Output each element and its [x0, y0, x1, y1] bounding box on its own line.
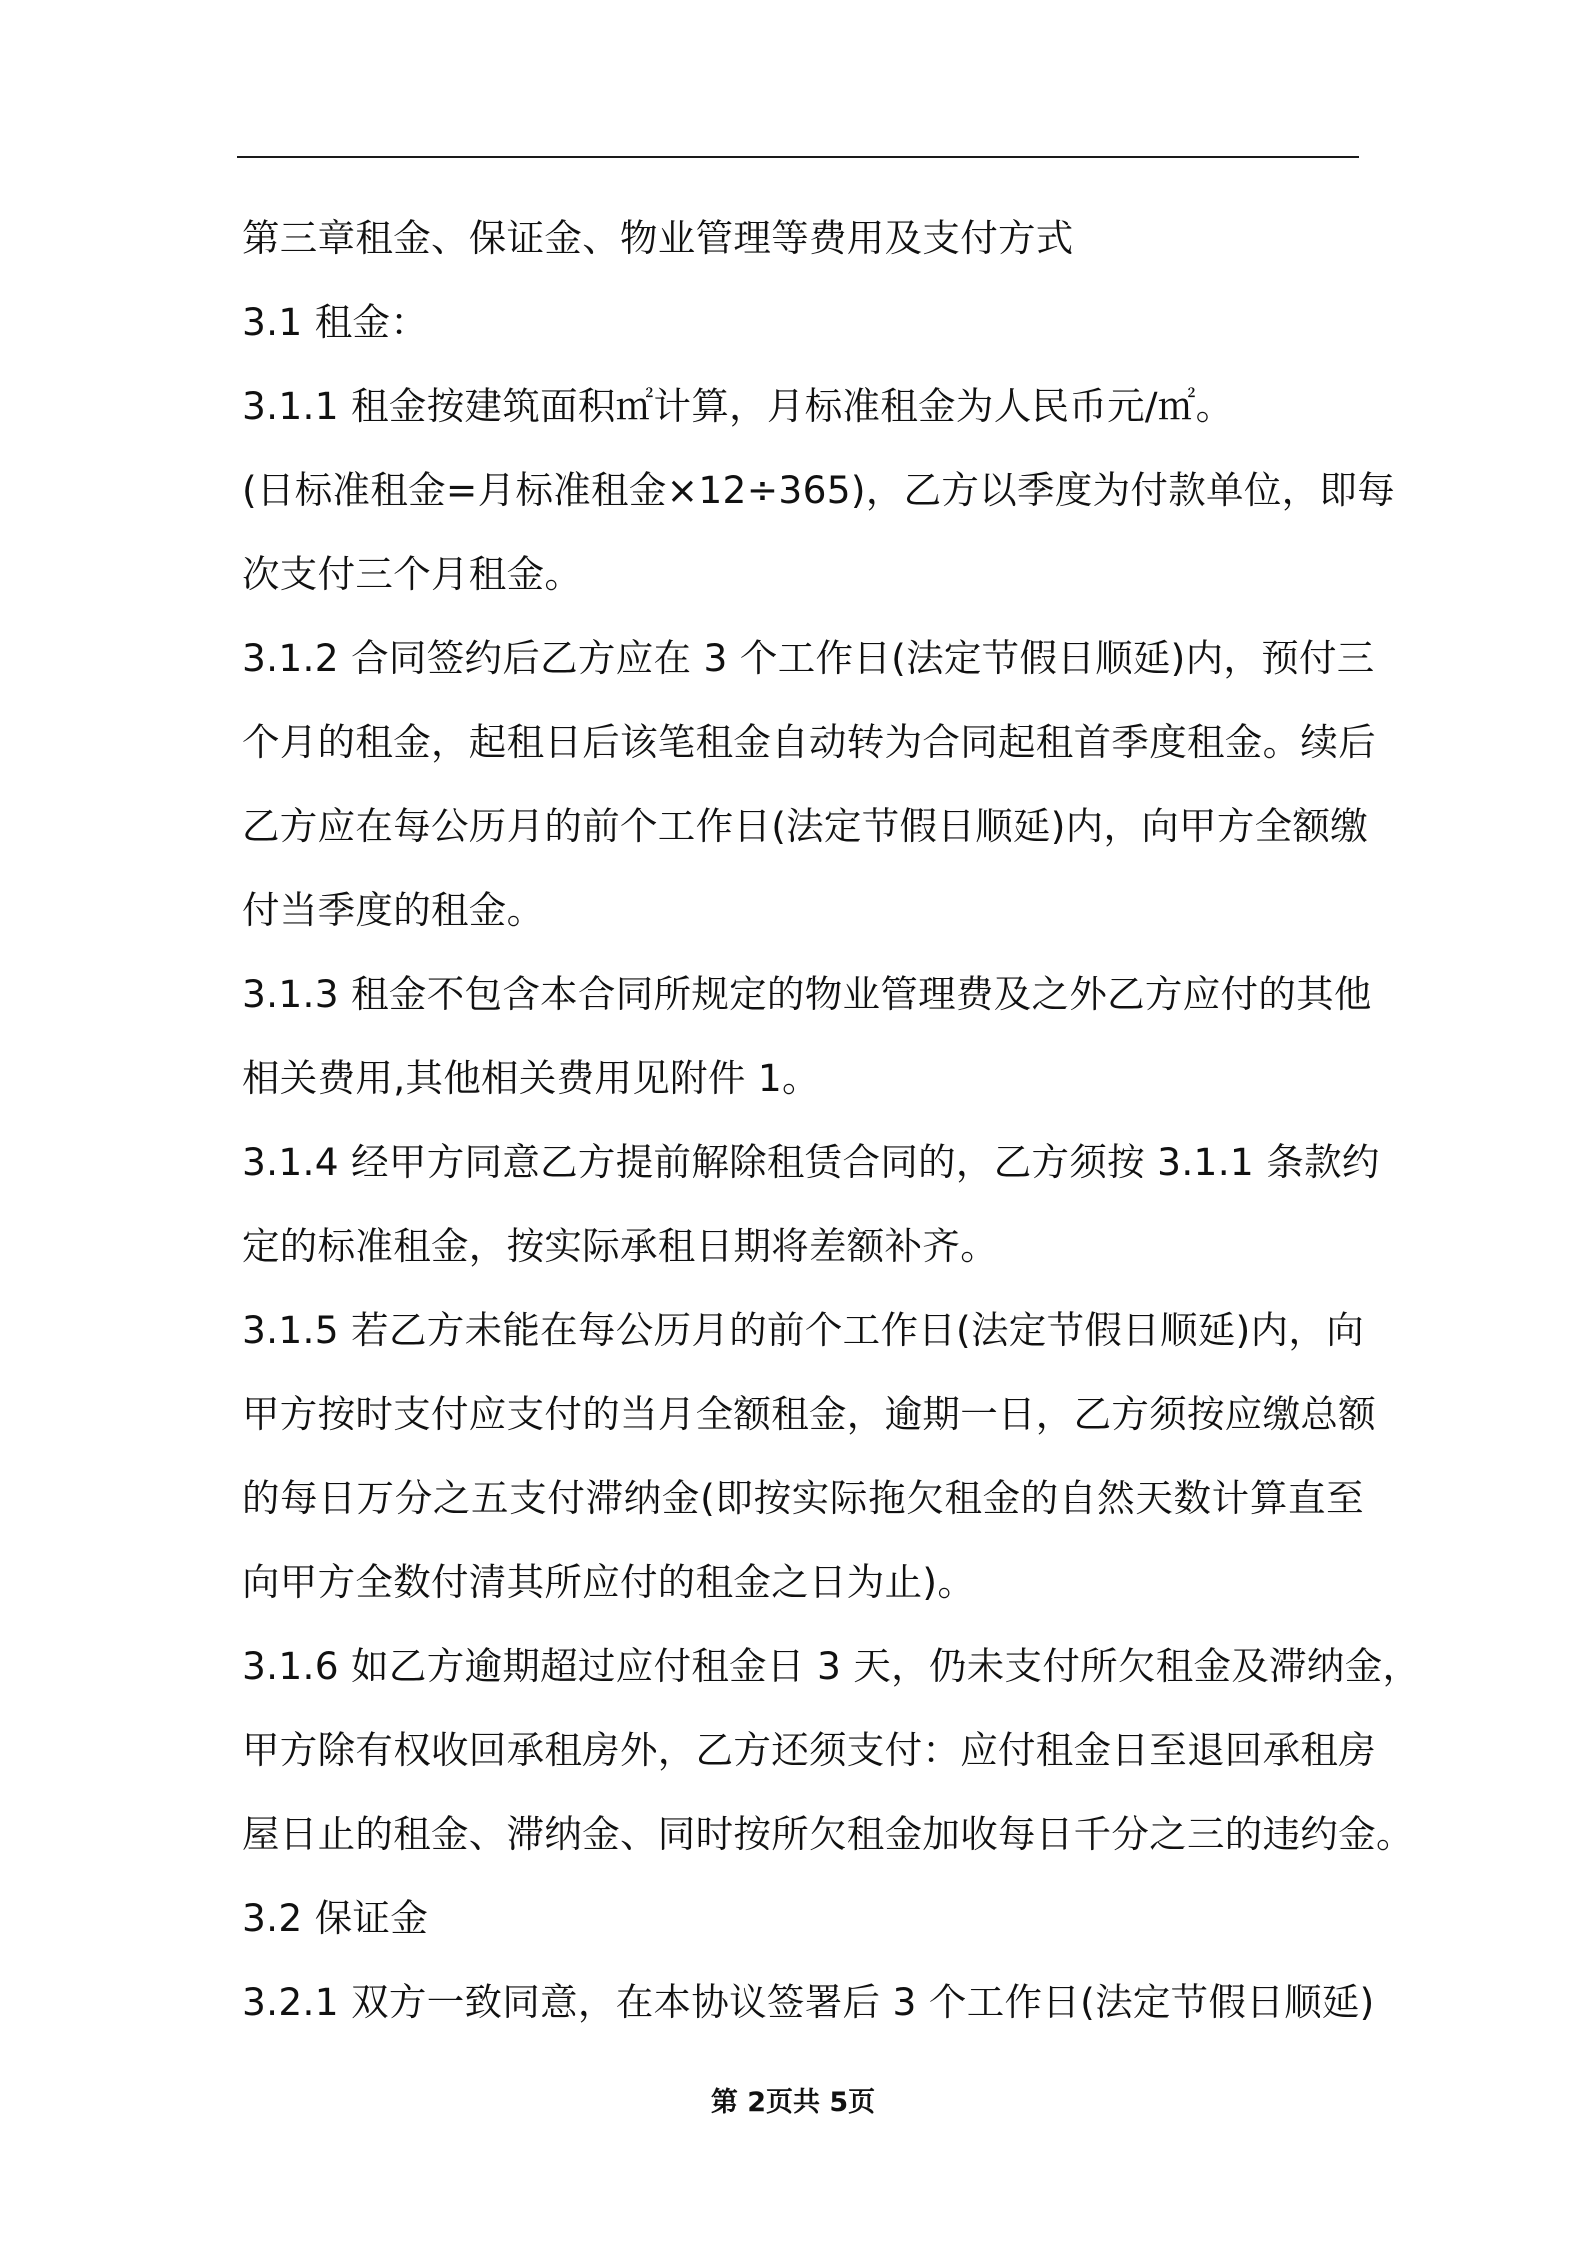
paragraph-line: 甲方除有权收回承租房外，乙方还须支付：应付租金日至退回承租房: [242, 1728, 1376, 1772]
paragraph-line: 次支付三个月租金。: [242, 552, 583, 596]
paragraph-line: 个月的租金，起租日后该笔租金自动转为合同起租首季度租金。续后: [242, 720, 1376, 764]
page-number: 第 2页共 5页: [710, 2087, 876, 2118]
section-heading-3-2: 3.2 保证金: [242, 1896, 429, 1940]
clause-3-1-1: 3.1.1 租金按建筑面积㎡计算，月标准租金为人民币元/㎡。: [242, 384, 1234, 428]
paragraph-line: 定的标准租金，按实际承租日期将差额补齐。: [242, 1224, 998, 1268]
paragraph-line: 屋日止的租金、滞纳金、同时按所欠租金加收每日千分之三的违约金。: [242, 1812, 1414, 1856]
clause-3-1-5: 3.1.5 若乙方未能在每公历月的前个工作日(法定节假日顺延)内，向: [242, 1308, 1364, 1352]
paragraph-line: 的每日万分之五支付滞纳金(即按实际拖欠租金的自然天数计算直至: [242, 1476, 1364, 1520]
paragraph-line: 相关费用,其他相关费用见附件 1。: [242, 1056, 820, 1100]
paragraph-line: 向甲方全数付清其所应付的租金之日为止)。: [242, 1560, 976, 1604]
clause-3-1-2: 3.1.2 合同签约后乙方应在 3 个工作日(法定节假日顺延)内，预付三: [242, 636, 1375, 680]
clause-3-1-3: 3.1.3 租金不包含本合同所规定的物业管理费及之外乙方应付的其他: [242, 972, 1372, 1016]
clause-3-1-4: 3.1.4 经甲方同意乙方提前解除租赁合同的，乙方须按 3.1.1 条款约: [242, 1140, 1380, 1184]
clause-3-1-6: 3.1.6 如乙方逾期超过应付租金日 3 天，仍未支付所欠租金及滞纳金，: [242, 1644, 1421, 1688]
paragraph-line: 甲方按时支付应支付的当月全额租金，逾期一日，乙方须按应缴总额: [242, 1392, 1376, 1436]
section-heading-3-1: 3.1 租金：: [242, 300, 429, 344]
paragraph-line: 付当季度的租金。: [242, 888, 545, 932]
chapter-title: 第三章租金、保证金、物业管理等费用及支付方式: [242, 216, 1074, 260]
document-body: [242, 196, 1421, 2044]
clause-3-2-1: 3.2.1 双方一致同意，在本协议签署后 3 个工作日(法定节假日顺延): [242, 1980, 1375, 2024]
header-rule: [237, 156, 1359, 158]
paragraph-line: 乙方应在每公历月的前个工作日(法定节假日顺延)内，向甲方全额缴: [242, 804, 1369, 848]
paragraph-line: (日标准租金=月标准租金×12÷365)，乙方以季度为付款单位，即每: [242, 468, 1396, 512]
